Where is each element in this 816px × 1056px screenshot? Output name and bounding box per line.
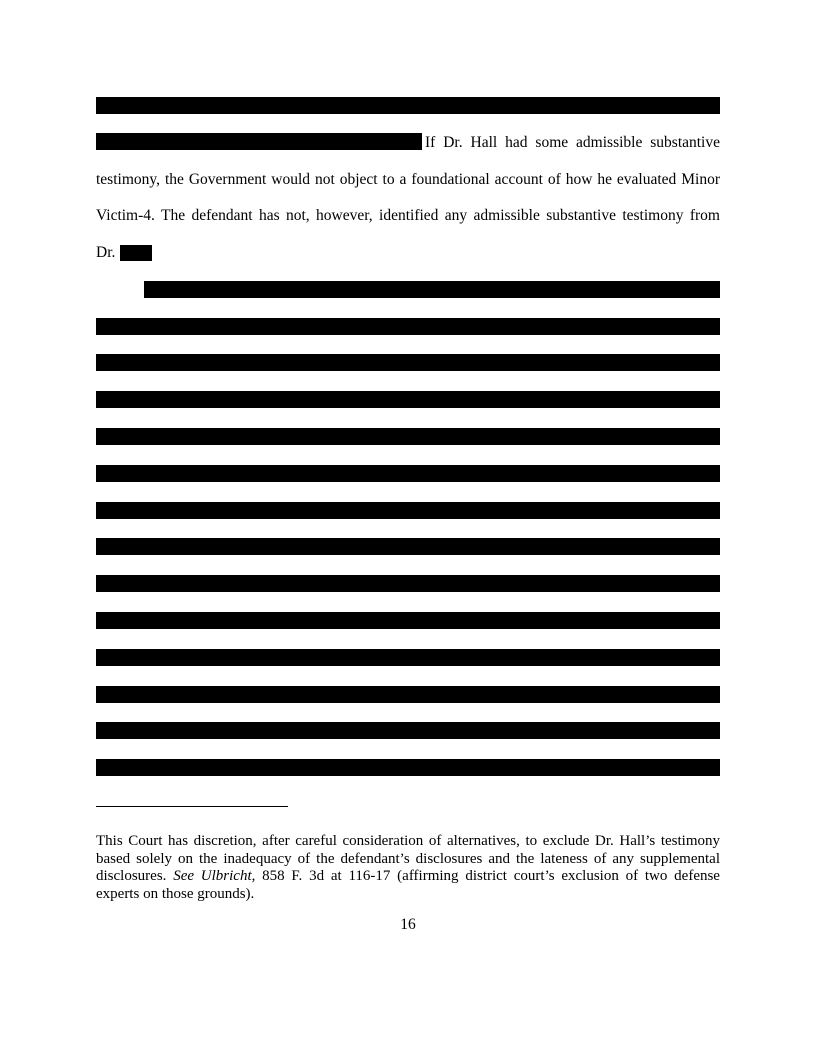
- redaction-bar-10: [96, 538, 720, 555]
- footnote-separator: [96, 806, 288, 807]
- redaction-bar-16: [96, 759, 720, 776]
- footnote-text-2: , 858 F. 3d at 116-17 (affirming district court’s exclusion of two defense experts on those grounds).: [96, 868, 720, 902]
- redaction-bar-15: [96, 722, 720, 739]
- paragraph-line-1: If Dr. Hall had some admissible substantive: [425, 134, 720, 151]
- redaction-bar-14: [96, 686, 720, 703]
- redaction-bar-6: [96, 391, 720, 408]
- redaction-bar-9: [96, 502, 720, 519]
- redaction-bar-4: [96, 318, 720, 335]
- page-number: 16: [400, 916, 416, 933]
- redaction-bar-5: [96, 354, 720, 371]
- footnote-text-1: This Court has discretion, after careful consideration of alternatives, to exclude Dr. Hall’s testimony based solely on the inadequacy of the defendant’s disclosures and the lateness of any supplemental disclosures.: [96, 833, 720, 884]
- redaction-bar-1: [96, 97, 720, 114]
- redaction-bar-3: [144, 281, 720, 298]
- redaction-bar-7: [96, 428, 720, 445]
- redaction-bar-12: [96, 612, 720, 629]
- paragraph-line-2: testimony, the Government would not object to a foundational account of how he evaluated Minor: [96, 171, 720, 188]
- footnote-citation: See Ulbricht: [173, 868, 252, 884]
- redaction-bar-13: [96, 649, 720, 666]
- redaction-bar-8: [96, 465, 720, 482]
- footnote: [96, 833, 720, 903]
- redaction-bar-name: [120, 245, 152, 261]
- redaction-bar-11: [96, 575, 720, 592]
- paragraph-line-3: Victim-4. The defendant has not, however, identified any admissible substantive testimony from: [96, 207, 720, 224]
- paragraph-line-4: Dr.: [96, 244, 116, 261]
- redaction-bar-2: [96, 133, 422, 150]
